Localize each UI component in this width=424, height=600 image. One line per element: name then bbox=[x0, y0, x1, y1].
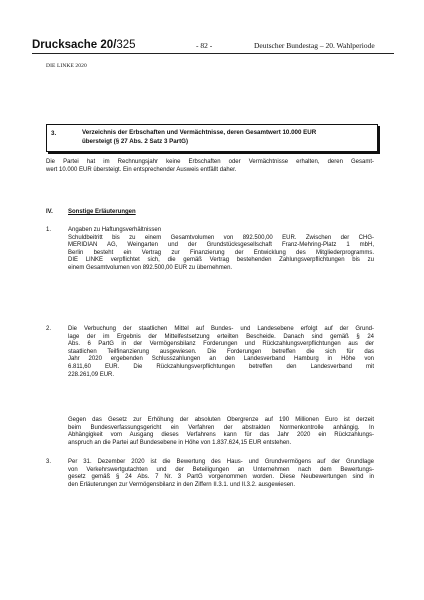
organization-line: DIE LINKE 2020 bbox=[46, 63, 87, 69]
paragraph-line: 228.261,09 EUR. bbox=[68, 371, 115, 378]
document-number bbox=[32, 39, 136, 51]
paragraph-line: lage der im Ergebnis der Mittelfestsetzung erteilten Bescheide. Danach sind gemäß § 24 bbox=[68, 333, 374, 340]
paragraph-line: Abhängigkeit vom Ausgang dieses Verfahrens kann für das Jahr 2020 ein Rückzahlungs- bbox=[68, 432, 374, 439]
section-box-title bbox=[82, 128, 372, 146]
paragraph-line: Berlin besteht ein Vertrag zur Finanzierung der Entwicklung des Mitgliederprogramms. bbox=[68, 249, 374, 256]
header-divider bbox=[32, 53, 394, 54]
document-number-value: 325 bbox=[116, 39, 136, 51]
section-number: IV. bbox=[46, 209, 53, 215]
intro-paragraph bbox=[46, 159, 374, 174]
paragraph-line: MERIDIAN AG, Weingarten und der Grundstücksgesellschaft Franz-Mehring-Platz 1 mbH, bbox=[68, 242, 374, 249]
paragraph-line: Die Partei hat im Rechnungsjahr keine Erbschaften oder Vermächtnisse erhalten, deren Gesamt- bbox=[46, 159, 374, 165]
paragraph-line: gesetz gemäß § 24 Abs. 7 Nr. 3 PartG vorgenommen worden. Diese Neubewertungen sind in bbox=[68, 474, 374, 481]
paragraph-line: einem Gesamtvolumen von 892.500,00 EUR zu übernehmen. bbox=[68, 264, 233, 271]
item-number: 2. bbox=[46, 326, 52, 332]
item-number: 3. bbox=[46, 459, 52, 465]
paragraph-line: beim Bundesverfassungsgericht ein Verfahren der abstrakten Normenkontrolle anhängig. In bbox=[68, 424, 374, 431]
paragraph-line: anspruch an die Partei auf Bundesebene in Höhe von 1.837.624,15 EUR entstehen. bbox=[68, 439, 292, 446]
paragraph-line: Die Verbuchung der staatlichen Mittel auf Bundes- und Landesebene erfolgt auf der Grund- bbox=[68, 326, 374, 332]
section-box-title-line: übersteigt (§ 27 Abs. 2 Satz 3 PartG) bbox=[82, 138, 189, 145]
item-paragraph bbox=[68, 417, 374, 447]
section-box-title-line: Verzeichnis der Erbschaften und Vermächtnisse, deren Gesamtwert 10.000 EUR bbox=[82, 129, 317, 136]
paragraph-line: Gegen das Gesetz zur Erhöhung der absoluten Obergrenze auf 190 Millionen Euro ist derzeit bbox=[68, 417, 374, 423]
item-paragraph bbox=[68, 459, 374, 489]
paragraph-line: Schuldbeitritt bis zu einem Gesamtvolumen von 892.500,00 EUR. Zwischen der CHG- bbox=[68, 234, 374, 241]
paragraph-line: den Erläuterungen zur Vermögensbilanz in den Ziffern II.3.1. und II.3.2. ausgewiesen. bbox=[68, 481, 296, 488]
paragraph-line: Angaben zu Haftungsverhältnissen bbox=[68, 227, 162, 233]
paragraph-line: Abs. 6 PartG in der Vermögensbilanz Forderungen und Rückzahlungsverpflichtungen aus der bbox=[68, 341, 374, 348]
paragraph-line: Jahr 2020 ergebenden Schlusszahlungen an den Landesverband Hamburg in Höhe von bbox=[68, 356, 374, 363]
paragraph-line: 6.811,60 EUR. Die Rückzahlungsverpflichtungen betreffen den Landesverband mit bbox=[68, 363, 374, 370]
item-number: 1. bbox=[46, 227, 52, 233]
page-number: - 82 - bbox=[196, 41, 213, 50]
paragraph-line: Per 31. Dezember 2020 ist die Bewertung des Haus- und Grundvermögens auf der Grundlage bbox=[68, 459, 374, 465]
document-label: Drucksache 20/ bbox=[32, 39, 117, 51]
item-paragraph bbox=[68, 326, 374, 379]
paragraph-line: DIE LINKE verpflichtet sich, die gemäß Vertrag bestehenden Zahlungsverpflichtungen bis zu bbox=[68, 257, 374, 264]
item-paragraph bbox=[68, 227, 374, 273]
section-title: Sonstige Erläuterungen bbox=[68, 209, 136, 215]
paragraph-line: staatlichen Teilfinanzierung ausgewiesen. Die Forderungen betreffen die sich für das bbox=[68, 348, 374, 355]
parliament-title: Deutscher Bundestag – 20. Wahlperiode bbox=[254, 41, 375, 50]
paragraph-line: von Verkehrswertgutachten und der Beteiligungen an Unternehmen nach dem Bewertungs- bbox=[68, 466, 374, 473]
section-box-number: 3. bbox=[51, 130, 57, 137]
paragraph-line: wert 10.000 EUR übersteigt. Ein entsprechender Ausweis entfällt daher. bbox=[46, 166, 237, 173]
